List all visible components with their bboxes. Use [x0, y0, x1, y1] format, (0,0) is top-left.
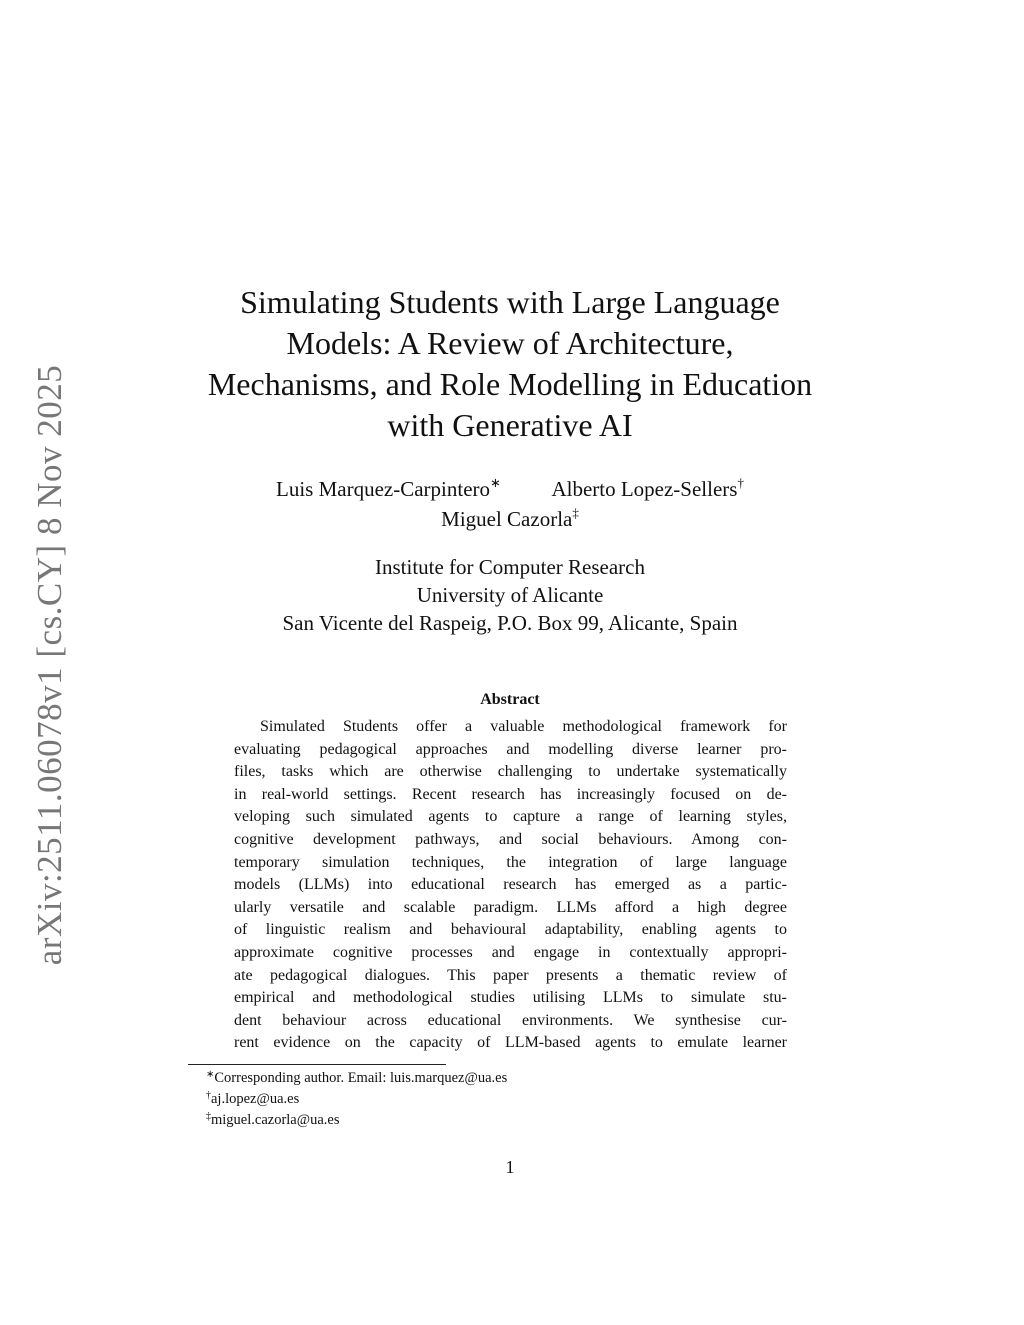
- author-list: [170, 474, 850, 534]
- abstract-line: ularly versatile and scalable paradigm. LLMs afford a high degree: [234, 898, 787, 916]
- footnotes: [206, 1068, 806, 1131]
- footnote-divider: [188, 1064, 446, 1065]
- author-2: [551, 474, 744, 504]
- author-row: [170, 504, 850, 534]
- abstract-line: approximate cognitive processes and engage in contextually appropri-: [234, 943, 787, 961]
- abstract-line: cognitive development pathways, and social behaviours. Among con-: [234, 830, 787, 848]
- footnote: [206, 1110, 806, 1131]
- footnote-mark: ‡: [206, 1111, 211, 1122]
- author-3: [441, 504, 579, 534]
- page-number: 1: [505, 1157, 515, 1177]
- footnote-text: miguel.cazorla@ua.es: [211, 1112, 340, 1128]
- affiliation-address: San Vicente del Raspeig, P.O. Box 99, Alicante, Spain: [282, 611, 738, 635]
- abstract-line: evaluating pedagogical approaches and modelling diverse learner pro-: [234, 740, 787, 758]
- footnote: [206, 1089, 806, 1110]
- abstract-line: ate pedagogical dialogues. This paper presents a thematic review of: [234, 966, 787, 984]
- abstract-line: of linguistic realism and behavioural adaptability, enabling agents to: [234, 921, 787, 939]
- abstract-line: Simulated Students offer a valuable methodological framework for: [260, 718, 787, 735]
- author-row: [170, 474, 850, 504]
- footnote-mark: ∗: [206, 1069, 215, 1080]
- abstract-line: empirical and methodological studies utilising LLMs to simulate stu-: [234, 989, 787, 1007]
- abstract-line: rent evidence on the capacity of LLM-based agents to emulate learner: [234, 1034, 787, 1052]
- footnote-text: aj.lopez@ua.es: [211, 1091, 300, 1107]
- affiliation-university: University of Alicante: [416, 583, 604, 607]
- author-footnote-mark: ∗: [490, 475, 501, 490]
- abstract-body: [234, 716, 787, 1055]
- title-line: Mechanisms, and Role Modelling in Education: [207, 366, 813, 402]
- title-line: Models: A Review of Architecture,: [286, 325, 734, 361]
- author-footnote-mark: †: [737, 475, 744, 490]
- abstract-line: in real-world settings. Recent research has increasingly focused on de-: [234, 785, 787, 803]
- affiliation: [170, 553, 850, 637]
- footnote: [206, 1068, 806, 1089]
- author-footnote-mark: ‡: [572, 505, 579, 520]
- author-name: Alberto Lopez-Sellers: [551, 477, 738, 501]
- abstract-line: files, tasks which are otherwise challenging to undertake systematically: [234, 763, 787, 781]
- title-line: with Generative AI: [387, 407, 633, 443]
- footnote-text: Corresponding author. Email: luis.marquez@ua.es: [214, 1070, 508, 1086]
- author-name: Miguel Cazorla: [441, 507, 573, 531]
- footnote-mark: †: [206, 1090, 211, 1101]
- author-name: Luis Marquez-Carpintero: [276, 477, 491, 501]
- abstract-line: models (LLMs) into educational research has emerged as a partic-: [234, 876, 787, 894]
- abstract-line: veloping such simulated agents to capture a range of learning styles,: [234, 808, 787, 826]
- affiliation-institute: Institute for Computer Research: [374, 555, 645, 579]
- abstract-line: temporary simulation techniques, the integration of large language: [234, 853, 787, 871]
- paper-title: [170, 282, 850, 446]
- title-line: Simulating Students with Large Language: [240, 284, 780, 320]
- arxiv-identifier-stamp: arXiv:2511.06078v1 [cs.CY] 8 Nov 2025: [30, 364, 69, 966]
- abstract-heading: Abstract: [480, 691, 540, 708]
- abstract-line: dent behaviour across educational environments. We synthesise cur-: [234, 1011, 787, 1029]
- author-1: [276, 474, 501, 504]
